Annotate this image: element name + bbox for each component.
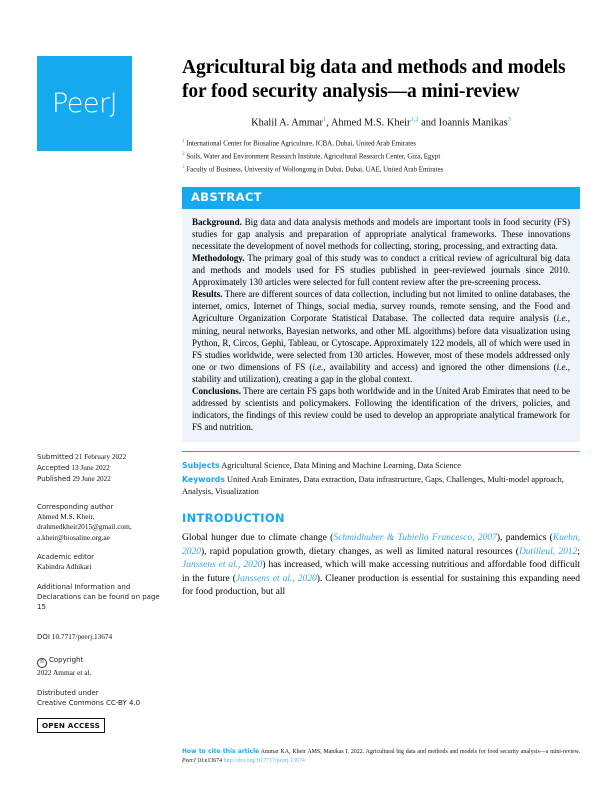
affiliation-marker: 2 xyxy=(182,151,185,158)
abstract-results-label: Results. xyxy=(192,289,223,300)
abstract-methodology-label: Methodology. xyxy=(192,253,245,264)
how-to-cite-journal: PeerJ xyxy=(182,757,196,764)
abstract-paragraph-results xyxy=(192,288,570,385)
abstract-background-text: Big data and data analysis methods and models are important tools in food security (FS) studies for gap analysis and preparation of appropriate analytical frameworks. These innovations necessitate the development of novel methods for collecting, storing, processing, and extracting data. xyxy=(192,216,570,252)
abstract-box xyxy=(182,187,580,442)
corresponding-author-label: Corresponding author xyxy=(37,503,114,511)
abstract-divider xyxy=(182,451,580,452)
accepted-value: 13 June 2022 xyxy=(69,463,110,472)
abstract-paragraph-methodology xyxy=(192,252,570,288)
sidebar-doi xyxy=(37,632,167,642)
keywords-label: Keywords xyxy=(182,474,225,484)
abstract-results-text-1: There are different sources of data collection, including but not limited to online databases, the internet, omics, Internet of Things, social media, survey rounds, remote sensing, and the Food and Agriculture Organization Corporate Statistical Database. The collected data require analysis ( xyxy=(192,289,570,324)
how-to-cite-doi-link[interactable]: http://doi.org/10.7717/peerj.13674 xyxy=(223,757,305,764)
introduction-paragraph-1 xyxy=(182,532,580,599)
citation-schmidhuber[interactable]: Schmidhuber & Tubiello Francesco, 2007 xyxy=(333,533,497,544)
intro-text-e: ) has increased, which will make accessing nutritious and affordable food difficult in the future ( xyxy=(182,560,580,584)
citation-kuehn[interactable]: Kuehn, 2020 xyxy=(182,533,581,557)
abstract-paragraph-conclusions xyxy=(192,385,570,433)
sidebar-corresponding-author xyxy=(37,502,167,543)
license-line-2[interactable]: Creative Commons CC-BY 4.0 xyxy=(37,699,141,708)
sidebar-academic-editor xyxy=(37,552,167,572)
subjects-text: Agricultural Science, Data Mining and Machine Learning, Data Science xyxy=(219,461,461,471)
subjects-label: Subjects xyxy=(182,461,220,471)
sidebar-copyright xyxy=(37,655,167,678)
open-access-badge: OPEN ACCESS xyxy=(37,718,105,733)
how-to-cite-label: How to cite this article xyxy=(182,749,260,755)
accepted-label: Accepted xyxy=(37,463,70,472)
abstract-conclusions-text: There are certain FS gaps both worldwide and in the United Arab Emirates that need to be addressed by scientists and policymakers. Following the identification of the drivers, policies, and indicators, the findings of this review could be used to develop an appropriate analytical framework for FS and nutrition. xyxy=(192,385,570,432)
submitted-value: 21 February 2022 xyxy=(73,453,127,461)
abstract-background-label: Background. xyxy=(192,216,242,227)
abstract-results-text-4: stability and utilization), creating a gap in the global context. xyxy=(192,373,413,384)
affiliation-item: $^3$ Faculty of Business, University of Wollongong in Dubai, Dubai, UAE, United Arab Emirates xyxy=(182,164,444,174)
submitted-label: Submitted xyxy=(37,453,74,461)
abstract-results-italic-2: i.e., xyxy=(312,361,326,372)
abstract-results-italic-3: i.e., xyxy=(556,361,570,372)
citation-dutilleul[interactable]: Dutilleul, 2012 xyxy=(518,546,578,557)
article-title: Agricultural big data and methods and models for food security analysis—a mini-review xyxy=(182,57,566,102)
additional-info-text: Additional Information and Declarations can be found on page 15 xyxy=(37,583,160,612)
sidebar-open-access xyxy=(37,718,167,733)
intro-text-b: ), pandemics ( xyxy=(496,533,553,544)
sidebar-license xyxy=(37,688,167,708)
abstract-heading: ABSTRACT xyxy=(182,187,580,209)
abstract-results-text-2: mining, neural networks, Bayesian networks, and other ML algorithms) before data visualization using Python, R, Circos, Gephi, Tableau, or Cytoscape. Approximately 122 models, all of which were used in FS studies worldwide, were selected from 130 articles. However, most of these models addressed only one or two dimensions of FS ( xyxy=(192,325,570,372)
affiliation-marker: 1 xyxy=(182,138,185,145)
affiliation-marker: 3 xyxy=(182,164,185,171)
doi-label: DOI xyxy=(37,633,50,641)
how-to-cite-text-b: 10:e13674 xyxy=(195,757,224,764)
intro-text-c: ), rapid population growth, dietary changes, as well as limited natural resources ( xyxy=(201,546,519,557)
peerj-logo xyxy=(37,56,132,151)
academic-editor-value: Kabindra Adhikari xyxy=(37,562,92,572)
corresponding-author-value[interactable]: Ahmed M.S. Kheir, drahmedkheir2015@gmail.com, a.kheir@biosaline.org.ae xyxy=(37,512,132,542)
abstract-body xyxy=(182,209,580,442)
how-to-cite-text-a: Ammar KA, Kheir AMS, Manikas I. 2022. Agricultural big data and methods and models for food security analysis—a mini-review. xyxy=(259,749,580,755)
keywords-text: United Arab Emirates, Data extraction, Data infrastructure, Gaps, Challenges, Multi-model approach, Analysis, Visualization xyxy=(182,474,564,496)
published-label: Published xyxy=(37,474,71,483)
copyright-value: 2022 Ammar et al. xyxy=(37,668,92,677)
license-line-1: Distributed under xyxy=(37,689,99,697)
creative-commons-icon: © xyxy=(37,658,47,668)
doi-value[interactable]: 10.7717/peerj.13674 xyxy=(49,632,113,641)
affiliation-item: $^2$ Soils, Water and Environment Research Institute, Agricultural Research Center, Giza, Egypt xyxy=(182,151,441,161)
abstract-results-text-3: availability and access) and ignored the other dimensions ( xyxy=(325,361,557,372)
publisher-logo-block xyxy=(37,56,159,151)
sidebar-additional-info xyxy=(37,582,167,612)
abstract-conclusions-label: Conclusions. xyxy=(192,385,242,396)
citation-janssens-2[interactable]: Janssens et al., 2020 xyxy=(235,573,317,584)
sidebar-dates xyxy=(37,452,167,493)
academic-editor-label: Academic editor xyxy=(37,553,94,561)
intro-text-a: Global hunger due to climate change ( xyxy=(182,533,334,544)
author-list: Khalil A. Ammar$^1$, Ahmed M.S. Kheir$^{1,2}$ and Ioannis Manikas$^3$ xyxy=(251,116,511,129)
subjects-line xyxy=(182,460,580,472)
peerj-logo-text: PeerJ xyxy=(51,88,118,119)
keywords-line xyxy=(182,474,580,498)
introduction-heading: INTRODUCTION xyxy=(182,511,285,526)
intro-text-d: ; xyxy=(577,546,580,557)
abstract-results-italic-1: i.e., xyxy=(556,313,570,324)
abstract-methodology-text: The primary goal of this study was to conduct a critical review of agricultural big data and methods and models used for FS studies published in peer-reviewed journals since 2010. Approximately 130 articles were selected for full content review after the pre-screening process. xyxy=(192,253,570,288)
intro-text-f: ). Cleaner production is essential for sustaining this expanding need for food production, but all xyxy=(182,573,581,598)
affiliation-list xyxy=(182,137,580,176)
citation-janssens-1[interactable]: Janssens et al., 2020 xyxy=(182,560,263,571)
copyright-label: Copyright xyxy=(49,656,84,664)
how-to-cite-footer xyxy=(182,748,580,766)
article-main xyxy=(182,56,580,600)
published-value: 29 June 2022 xyxy=(70,474,111,483)
affiliation-item: $^1$ International Center for Biosaline Agriculture, ICBA, Dubai, United Arab Emirates xyxy=(182,138,416,148)
abstract-paragraph-background xyxy=(192,216,570,252)
